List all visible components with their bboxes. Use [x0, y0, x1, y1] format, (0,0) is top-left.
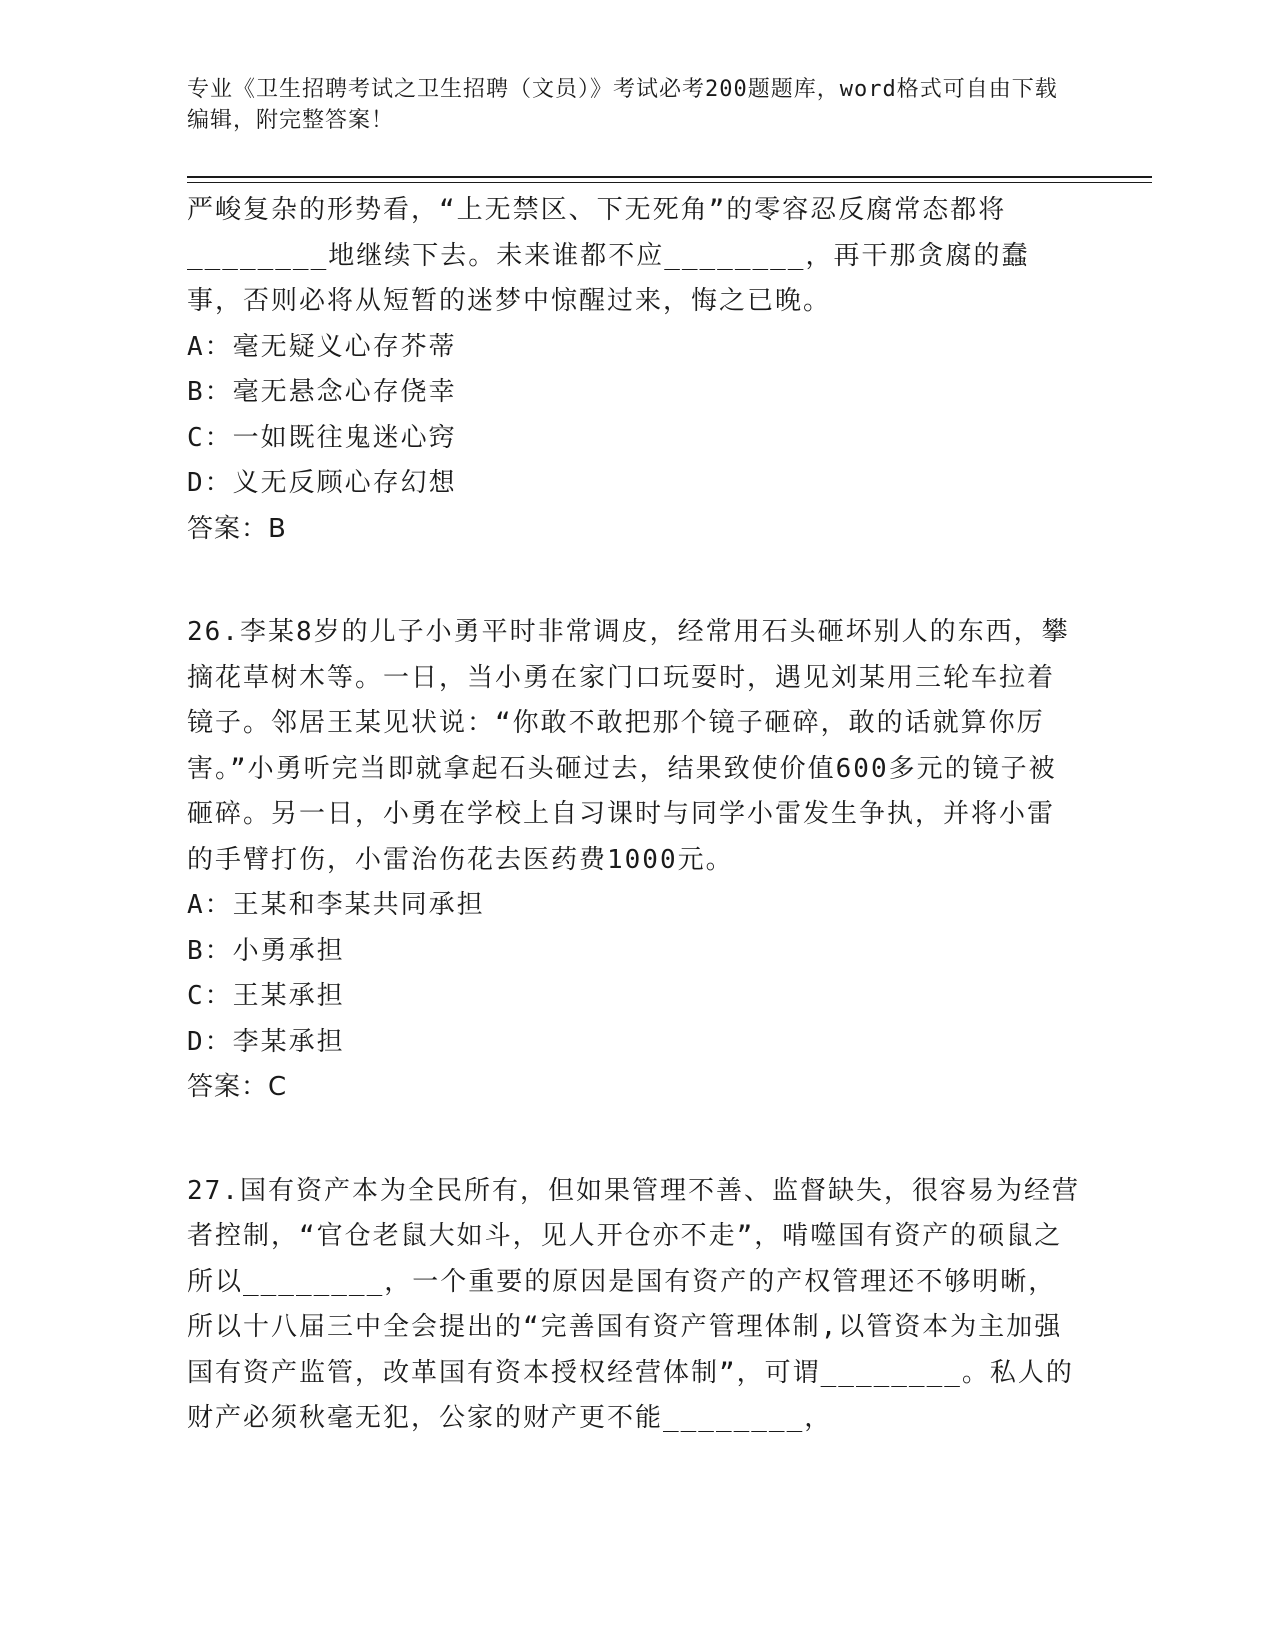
document-body	[187, 188, 1082, 1442]
question-stem: 严峻复杂的形势看，“上无禁区、下无死角”的零容忍反腐常态都将________地继续下去。未来谁都不应________，再干那贪腐的蠢事，否则必将从短暂的迷梦中惊醒过来，悔之已晚。	[187, 195, 1030, 316]
question-block	[187, 1169, 1082, 1442]
question-block	[187, 610, 1082, 1111]
option-c: C：王某承担	[187, 981, 345, 1011]
question-stem: 26.李某8岁的儿子小勇平时非常调皮，经常用石头砸坏别人的东西，攀摘花草树木等。一日，当小勇在家门口玩耍时，遇见刘某用三轮车拉着镜子。邻居王某见状说：“你敢不敢把那个镜子砸碎，敢的话就算你厉害。”小勇听完当即就拿起石头砸过去，结果致使价值600多元的镜子被砸碎。另一日，小勇在学校上自习课时与同学小雷发生争执，并将小雷的手臂打伤，小雷治伤花去医药费1000元。	[187, 617, 1070, 875]
option-a: A：王某和李某共同承担	[187, 890, 485, 920]
option-b: B：小勇承担	[187, 935, 345, 966]
option-b: B：毫无悬念心存侥幸	[187, 377, 457, 407]
header-rule-thick	[187, 176, 1152, 178]
option-d: D：义无反顾心存幻想	[187, 468, 457, 498]
answer-line: 答案：B	[187, 513, 287, 544]
header-rule-thin	[187, 182, 1152, 183]
spacer	[187, 1111, 1082, 1169]
spacer	[187, 552, 1082, 610]
option-d: D：李某承担	[187, 1026, 345, 1057]
option-a: A：毫无疑义心存芥蒂	[187, 331, 457, 362]
document-header: 专业《卫生招聘考试之卫生招聘（文员）》考试必考200题题库，word格式可自由下载编辑，附完整答案！	[187, 77, 1058, 133]
question-stem: 27.国有资产本为全民所有，但如果管理不善、监督缺失，很容易为经营者控制，“官仓老鼠大如斗，见人开仓亦不走”，啃噬国有资产的硕鼠之所以________，一个重要的原因是国有资产的产权管理还不够明晰，所以十八届三中全会提出的“完善国有资产管理体制,以管资本为主加强国有资产监管，改革国有资本授权经营体制”，可谓________。私人的财产必须秋毫无犯，公家的财产更不能________，	[187, 1175, 1080, 1433]
question-block	[187, 188, 1082, 552]
option-c: C：一如既往鬼迷心窍	[187, 422, 457, 453]
answer-line: 答案：C	[187, 1072, 288, 1102]
